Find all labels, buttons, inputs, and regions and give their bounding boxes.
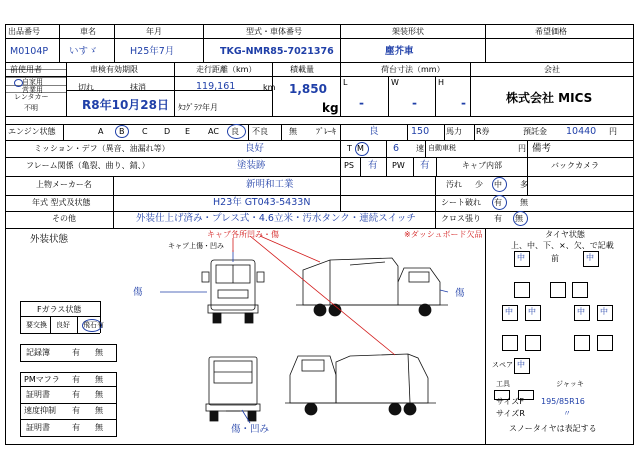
fglass-label: Fガラス状態 <box>37 305 82 314</box>
auto-tax-label: 自動車税 <box>428 144 456 152</box>
km-unit: km <box>263 83 276 92</box>
r-label: R券 <box>476 127 490 136</box>
cargo-l-label: L <box>343 78 348 87</box>
exterior-label: 外装状態 <box>30 234 69 245</box>
frame-label: フレーム関係（亀裂、曲り、錆、） <box>26 161 150 170</box>
tire-rear-outer-left-value: 中 <box>505 307 513 316</box>
ps-value: 有 <box>368 160 378 171</box>
t-label: T <box>347 144 352 153</box>
dirt-mid: 中 <box>494 180 502 189</box>
body-type: 塵芥車 <box>385 46 414 57</box>
grade-b: B <box>119 127 125 136</box>
speed-limiter-label: 速度抑制 <box>24 406 56 415</box>
cross-none: 無 <box>515 214 523 223</box>
size-r-label: サイズR <box>496 409 525 418</box>
size-f-value: 195/85R16 <box>541 397 585 406</box>
tire-legend: 上、中、下、×、欠、で記載 <box>511 241 614 250</box>
ac-good: 良 <box>231 127 239 136</box>
mileage-label: 走行距離（km） <box>196 65 257 74</box>
tire-axle4-inner-right <box>574 335 590 351</box>
auto-tax-yen: 円 <box>518 144 526 153</box>
business-use-label: 営業用 <box>22 86 43 94</box>
tool-label: 工具 <box>496 380 510 388</box>
m-label: M <box>357 144 364 153</box>
remarks-label: 備考 <box>532 143 552 154</box>
mission-label: ミッション・デフ（異音、油漏れ等） <box>34 144 170 153</box>
record-book-label: 記録簿 <box>26 348 50 357</box>
cab-inner-label: キャブ内部 <box>462 161 502 170</box>
scratch-right: 傷 <box>455 288 465 299</box>
cargo-w-value: - <box>412 96 417 110</box>
pm-muffler-no: 無 <box>95 375 103 384</box>
pw-value: 有 <box>420 160 430 171</box>
tire-front-right-value: 中 <box>586 253 594 262</box>
cargo-w-label: W <box>391 78 399 87</box>
upper-maker-label: 上物メーカー名 <box>36 180 92 189</box>
upper-other-label: その他 <box>52 214 76 223</box>
cab-top-note: キャブ上傷・凹み <box>168 242 224 250</box>
upper-other: 外装仕上げ済み・プレス式・4.6立米・汚水タンク・連続スイッチ <box>136 213 416 224</box>
cross-yes: 有 <box>494 214 502 223</box>
ac-label: AC <box>208 127 219 136</box>
seat-label: シート破れ <box>441 198 481 207</box>
tire-title: タイヤ状態 <box>545 230 585 239</box>
cargo-h-label: H <box>438 78 445 87</box>
price-label: 希望価格 <box>535 27 567 36</box>
capacity-label: 積載量 <box>290 65 314 74</box>
tire-axle2-right <box>572 282 588 298</box>
dirt-many: 多 <box>520 180 528 189</box>
truck-rear-view <box>206 357 260 421</box>
tire-axle4-inner-left <box>525 335 541 351</box>
upper-year-label: 年式 型式及状態 <box>32 198 91 207</box>
spare-label: スペア <box>492 361 513 369</box>
snow-note: スノータイヤは表記する <box>509 424 597 433</box>
brake-value: 良 <box>369 126 379 137</box>
company-label: 会社 <box>544 65 560 74</box>
certificate-2-label: 証明書 <box>26 423 50 432</box>
brake-label: ﾌﾞﾚｰｷ <box>316 127 336 136</box>
cargo-l-value: - <box>359 96 364 110</box>
exterior-note-2: ※ダッシュボード欠品 <box>404 230 483 239</box>
lot-no: M0104P <box>10 46 49 57</box>
fglass-scratch: 飛石有 <box>83 321 104 329</box>
ac-none: 無 <box>289 127 297 136</box>
deposit-yen: 円 <box>609 127 617 136</box>
certificate-1-label: 証明書 <box>26 390 50 399</box>
tire-axle2-left-inner <box>550 282 566 298</box>
tire-spare-value: 中 <box>517 360 525 369</box>
inspect-label: 車検有効期限 <box>90 65 138 74</box>
model-label: 型式・車体番号 <box>246 27 302 36</box>
exterior-note-1: キャブ各所凹み・傷 <box>207 230 279 239</box>
body-label: 架装形状 <box>392 27 424 36</box>
jack-label: ジャッキ <box>556 380 584 388</box>
fglass-good: 良好 <box>56 321 70 329</box>
certificate-1-yes: 有 <box>72 390 80 399</box>
tire-axle4-outer-right <box>597 335 613 351</box>
mission-value: 良好 <box>245 143 265 154</box>
unknown-label: 不明 <box>24 104 38 112</box>
pm-muffler-label: PMマフラ <box>24 375 60 384</box>
prev-user-label: 前使用者 <box>10 65 42 74</box>
kg-unit: kg <box>322 101 339 115</box>
back-camera-label: バックカメラ <box>551 161 599 170</box>
certificate-2-no: 無 <box>95 423 103 432</box>
certificate-2-yes: 有 <box>72 423 80 432</box>
tire-axle2-left-outer <box>514 282 530 298</box>
private-use-label: 自家用 <box>22 78 43 86</box>
damage-marks <box>160 250 448 423</box>
fglass-replace: 要交換 <box>26 321 47 329</box>
tire-front-left-value: 中 <box>517 253 525 262</box>
pw-label: PW <box>392 161 405 170</box>
dirt-small: 少 <box>475 180 483 189</box>
grade-d: D <box>164 127 171 136</box>
deposit-label: 預託金 <box>523 127 547 136</box>
expired-label: 切れ <box>78 83 94 92</box>
seat-none: 無 <box>520 198 528 207</box>
upper-maker: 新明和工業 <box>246 179 294 190</box>
record-book-no: 無 <box>95 348 103 357</box>
speed-limiter-no: 無 <box>95 406 103 415</box>
tire-axle4-outer-left <box>502 335 518 351</box>
cargo-label: 荷台寸法（mm） <box>381 65 445 74</box>
size-f-label: サイズF <box>496 397 524 406</box>
erased-label: 抹消 <box>130 83 146 92</box>
tire-rear-outer-right-value: 中 <box>600 307 608 316</box>
scratch-left: 傷 <box>133 287 143 298</box>
tacho-label: ﾀｺｸﾞﾗﾌ年月 <box>178 103 218 112</box>
scratch-dent-bottom: 傷・凹み <box>231 424 270 435</box>
hp-unit: 馬力 <box>446 127 462 136</box>
capacity-value: 1,850 <box>289 82 327 96</box>
year-label: 年月 <box>146 27 162 36</box>
pm-muffler-yes: 有 <box>72 375 80 384</box>
lot-no-label: 出品番号 <box>8 27 40 36</box>
tire-front-label: 前 <box>551 254 559 263</box>
truck-side-view-bottom <box>285 354 436 415</box>
grade-c: C <box>142 127 148 136</box>
cross-label: クロス張り <box>441 214 481 223</box>
truck-front-view <box>202 260 264 323</box>
certificate-1-no: 無 <box>95 390 103 399</box>
grade-e: E <box>185 127 191 136</box>
truck-side-view-top <box>296 258 448 316</box>
dirt-label: 汚れ <box>446 180 462 189</box>
seat-yes: 有 <box>494 198 502 207</box>
company-name: 株式会社 MICS <box>506 91 593 105</box>
horsepower: 150 <box>411 126 430 137</box>
ac-bad: 不良 <box>252 127 268 136</box>
speed-value: 6 <box>393 143 400 154</box>
deposit-value: 10440 <box>566 126 597 137</box>
cargo-h-value: - <box>461 96 466 110</box>
grade-a: A <box>98 127 104 136</box>
rental-label: レンタカー <box>14 93 49 101</box>
tire-rear-inner-left-value: 中 <box>528 307 536 316</box>
speed-unit: 速 <box>416 144 424 153</box>
model-code: TKG-NMR85-7021376 <box>220 46 334 57</box>
model-year: H25年7月 <box>130 46 175 57</box>
maker-label: 車名 <box>80 27 96 36</box>
frame-value: 塗装跡 <box>237 160 266 171</box>
upper-year: H23年 GT043-5433N <box>213 197 311 208</box>
ps-label: PS <box>344 161 354 170</box>
speed-limiter-yes: 有 <box>72 406 80 415</box>
record-book-yes: 有 <box>72 348 80 357</box>
maker-name: いすゞ <box>69 46 98 57</box>
inspection-date: R8年10月28日 <box>82 98 169 112</box>
size-r-value: 〃 <box>563 409 571 418</box>
mileage-value: 119,161 <box>196 81 236 92</box>
engine-label: エンジン状態 <box>8 127 56 136</box>
tire-rear-inner-right-value: 中 <box>577 307 585 316</box>
